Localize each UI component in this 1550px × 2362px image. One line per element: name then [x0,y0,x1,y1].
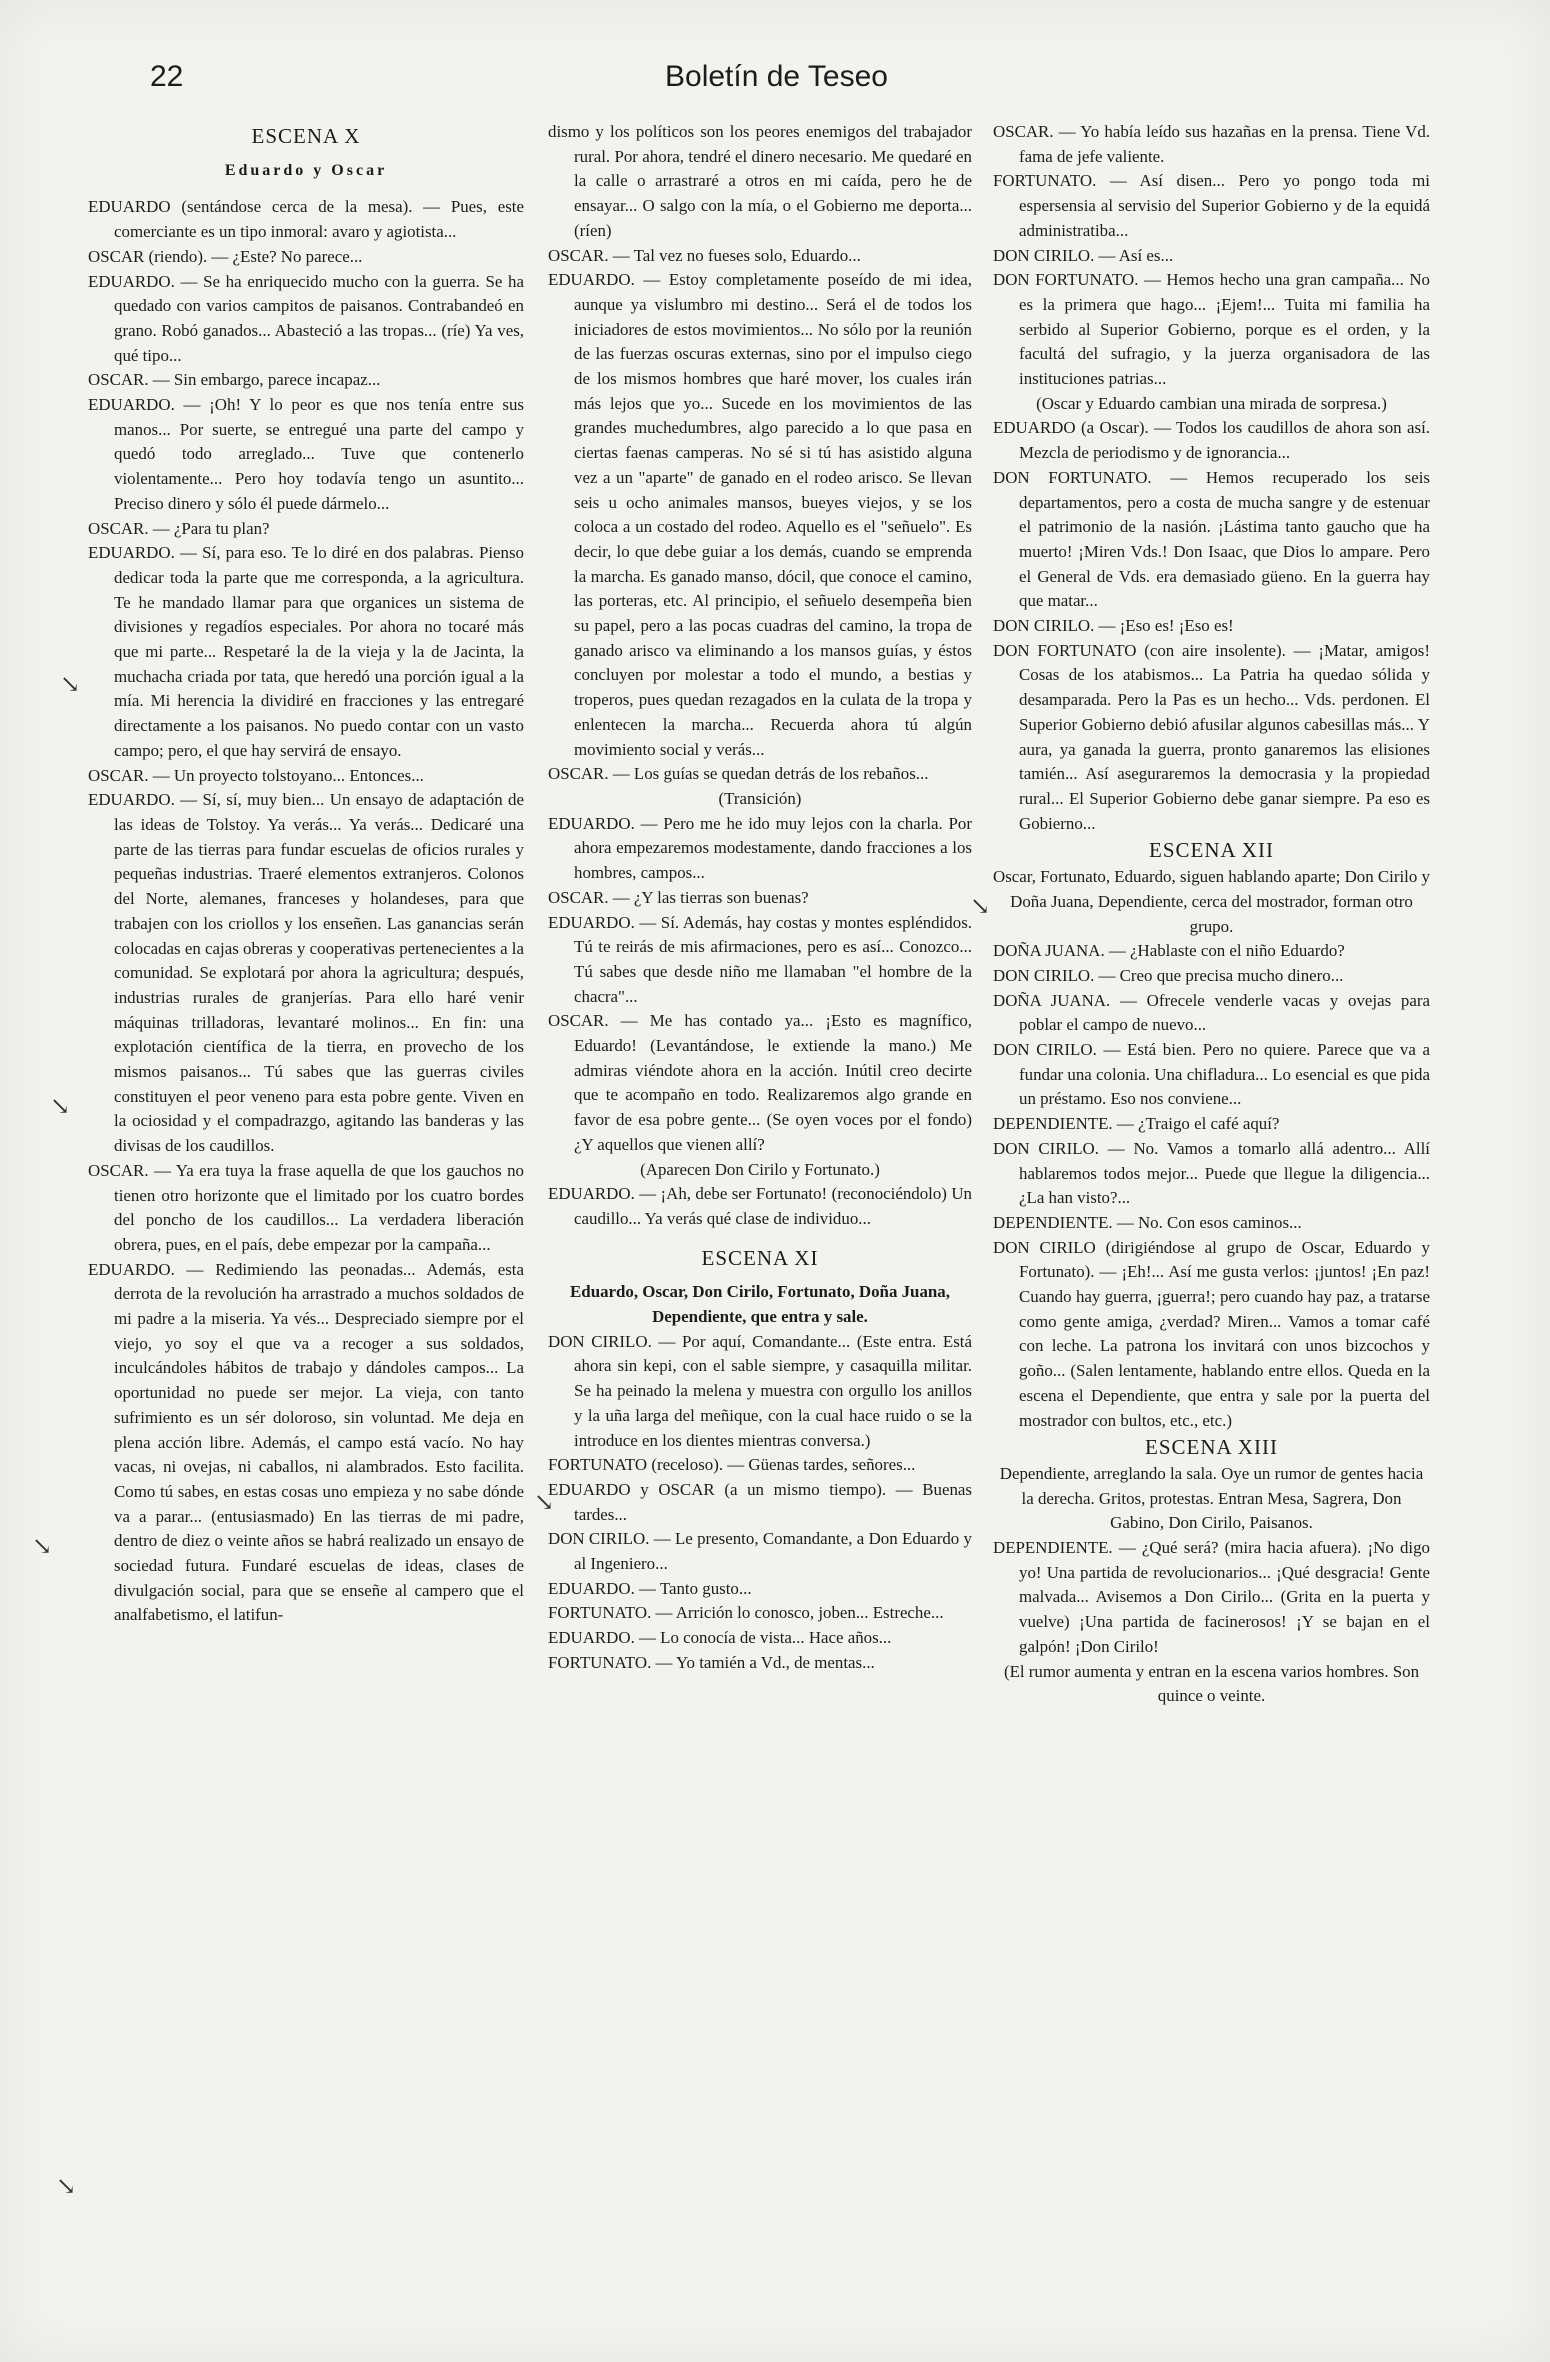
dialogue-line: EDUARDO y OSCAR (a un mismo tiempo). — Buenas tardes... [548,1479,972,1524]
dialogue-line: OSCAR. — Sin embargo, parece incapaz... [88,370,381,390]
dialogue-line: FORTUNATO. — Así disen... Pero yo pongo toda mi espersensia al servisio del Superior Gobierno y de la equidá administratiba... [993,171,1430,240]
dialogue-line: DON FORTUNATO (con aire insolente). — ¡Matar, amigos! Cosas de los atabismos... La Patria ha quedao sólida y desamparada. Pero la Pas es un hecho... Vds. perdonen. El Superior Gobierno debió afusilar algunos cabesillas más... Y aura, ya ganada la guerra, pronto ganaremos las elisiones tamién... Así aseguraremos la democrasia y la propiedad rural... El Superior Gobierno debe ganar siempre. Pa eso es Gobierno... [993,640,1430,833]
dialogue-line: EDUARDO. — Estoy completamente poseído de mi idea, aunque ya vislumbro mi destino... Será el de todos los iniciadores de estos movimientos... No sólo por la reunión de las fuerzas oscuras externas, sino por el impulso ciego de los mismos hombres que haré mover, los cuales irán más lejos que yo... Sucede en los movimientos de las grandes muchedumbres, algo parecido a lo que pasa en ciertas faenas camperas. No sé si tú has asistido alguna vez a un "aparte" de ganado en el rodeo arisco. Se llevan seis u ocho animales mansos, bueyes viejos, y se los coloca a un costado del rodeo. Aquello es el "señuelo". Es decir, lo que debe guiar a los demás, cuando se emprenda la marcha. Es ganado manso, dócil, que conoce el camino, las porteras, etc. Al principio, el señuelo desempeña bien su papel, pero a las pocas cuadras del camino, la tropa de ganado arisco va eliminando a los mansos guías, y éstos concluyen por molestar a todo el mundo, a bestias y troperos, pues quedan rezagados en la culata de la tropa y enlentecen la marcha... Recuerda ahora tú algún movimiento social y verás... [548,270,972,759]
dialogue-line: EDUARDO. — Sí, para eso. Te lo diré en dos palabras. Pienso dedicar toda la parte que me corresponda, a la agricultura. Te he mandado llamar para que organices un sistema de divisiones y regadíos especiales. Por ahora no tocaré más que mi parte... Respetaré la de la vieja y la de Jacinta, la muchacha criada por tata, que heredó una porción igual a la mía. Mi herencia la dividiré en fracciones y las entregaré directamente a los paisanos. No puedo contar con un vasto campo; pero, el que hay servirá de ensayo. [88,543,524,760]
dialogue-block [993,120,1430,836]
dialogue-line: FORTUNATO. — Yo tamién a Vd., de mentas... [548,1652,875,1672]
scene-description: Dependiente, arreglando la sala. Oye un rumor de gentes hacia la derecha. Gritos, protestas. Entran Mesa, Sagrera, Don Gabino, Don Cirilo, Paisanos. [999,1463,1424,1533]
dialogue-block [993,939,1430,1433]
dialogue-line: DEPENDIENTE. — ¿Qué será? (mira hacia afuera). ¡No digo yo! Una partida de revolucionarios... ¡Qué desgracia! Gente malvada... Avisemos a Don Cirilo... (Grita en la puerta y vuelve) ¡Una partida de facinerosos! ¡Y se bajan en el galpón! ¡Don Cirilo! [993,1538,1430,1656]
margin-annotation-mark: ↘ [56,2174,77,2200]
margin-annotation-mark: ↘ [60,672,81,698]
stage-direction: (El rumor aumenta y entran en la escena varios hombres. Son quince o veinte. [1003,1661,1420,1706]
dialogue-line: FORTUNATO. — Arrición lo conosco, joben... Estreche... [548,1603,944,1623]
dialogue-line: EDUARDO. — Redimiendo las peonadas... Además, esta derrota de la revolución ha arrastrado a muchos soldados de mi padre a la miseria. Ya vés... Despreciado siempre por el viejo, yo soy el que va a recoger a sus soldados, inculcándoles hábitos de trabajo y dándoles campos... La oportunidad no puede ser mejor. La vieja, con tanto sufrimiento es un sér doloroso, sin voluntad. Me deja en plena acción libre. Además, el campo está vacío. No hay vacas, ni ovejas, ni caballos, ni alambrados. Esto facilita. Como tú sabes, en estas cosas uno empieza y no sabe dónde va a parar... (entusiasmado) En las tierras de mi padre, dentro de diez o veinte años se habrá realizado un ensayo de sociedad futura. Fundaré escuelas de ideas, clases de divulgación social, para que se enseñe al campero que el analfabetismo, el latifun- [88,1259,524,1625]
stage-direction: (Aparecen Don Cirilo y Fortunato.) [640,1159,880,1179]
dialogue-line: FORTUNATO (receloso). — Güenas tardes, señores... [548,1455,916,1475]
dialogue-line: EDUARDO. — ¡Oh! Y lo peor es que nos tenía entre sus manos... Por suerte, se entregué una parte del campo y quedó todo arreglado... Tuve que contenerlo violentamente... Pero hoy todavía tengo un asuntito... Preciso dinero y sólo él puede dármelo... [88,395,524,513]
dialogue-line: EDUARDO. — ¡Ah, debe ser Fortunato! (reconociéndolo) Un caudillo... Ya verás qué clase de individuo... [548,1184,972,1228]
scene-title: ESCENA XII [1149,838,1274,863]
scene-subtitle: Eduardo y Oscar [224,161,388,179]
dialogue-line: OSCAR. — Ya era tuya la frase aquella de que los gauchos no tienen otro horizonte que el limitado por los cuatro bordes del poncho de los caudillos... La verdadera liberación obrera, pues, en el país, debe empezar por la campaña... [88,1160,524,1254]
column-3 [993,120,1430,2340]
dialogue-line: EDUARDO. — Sí, sí, muy bien... Un ensayo de adaptación de las ideas de Tolstoy. Ya verás... Ya verás... Dedicaré una parte de las tierras para fundar escuelas de oficios rurales y pequeñas industrias. Traeré elementos extranjeros. Colonos del Norte, alemanes, franceses y holandeses, para que trabajen con los criollos y los enseñen. Las ganancias serán colocadas en cajas obreras y cooperativas pertenecientes a la comunidad. Se explotará por ahora la agricultura; después, industrias rurales de granjerías. Para ello haré venir máquinas trilladoras, levantaré molinos... En fin: una explotación científica de la tierra, en provecho de los mismos paisanos... Tú sabes que las guerras civiles constituyen el peor veneno para esta pobre gente. Viven en la ociosidad y el compadrazgo, agitando las banderas y las divisas de los caudillos. [88,790,524,1156]
dialogue-line: OSCAR. — Me has contado ya... ¡Esto es magnífico, Eduardo! (Levantándose, le extiende la mano.) Me admiras viéndote ahora en la acción. Inútil creo decirte que te acompaño en todo. Realizaremos algo grande en favor de esa pobre gente... (Se oyen voces por el fondo) ¿Y aquellos que vienen allí? [548,1011,972,1154]
dialogue-block [88,195,524,1628]
dialogue-line: DON CIRILO. — Está bien. Pero no quiere. Parece que va a fundar una colonia. Una chifladura... Lo esencial es que pida un préstamo. Eso nos conviene... [993,1040,1430,1109]
dialogue-line: DON CIRILO. — Creo que precisa mucho dinero... [993,965,1344,985]
dialogue-line: OSCAR. — ¿Para tu plan? [88,518,270,538]
scene-title: ESCENA XIII [1145,1435,1278,1460]
dialogue-line: EDUARDO. — Se ha enriquecido mucho con la guerra. Se ha quedado con varios campitos de paisanos. Contrabandeó en grano. Robó ganados... Abasteció a las tropas... (ríe) Ya ves, qué tipo... [88,271,524,365]
dialogue-line: DON CIRILO. — Por aquí, Comandante... (Este entra. Está ahora sin kepi, con el sable siempre, y casaquilla militar. Se ha peinado la melena y muestra con orgullo los anillos y la uña larga del meñique, con la cual hace ruido o se la introduce en los dientes mientras conversa.) [548,1331,972,1450]
dialogue-block [548,120,972,1232]
dialogue-line: EDUARDO (sentándose cerca de la mesa). — Pues, este comerciante es un tipo inmoral: avaro y agiotista... [88,197,524,242]
column-1 [88,120,524,2340]
dialogue-line: DOÑA JUANA. — Ofrecele venderle vacas y ovejas para poblar el campo de nuevo... [993,990,1430,1035]
dialogue-block [993,1536,1430,1709]
dialogue-line: DEPENDIENTE. — ¿Traigo el café aquí? [993,1114,1280,1134]
scene-description: Oscar, Fortunato, Eduardo, siguen hablando aparte; Don Cirilo y Doña Juana, Dependiente, cerca del mostrador, forman otro grupo. [993,867,1430,936]
page-header [0,60,1550,110]
dialogue-line: EDUARDO. — Lo conocía de vista... Hace años... [548,1628,892,1648]
column-2 [548,120,972,2340]
dialogue-line: DON CIRILO. — ¡Eso es! ¡Eso es! [993,616,1234,636]
dialogue-line: OSCAR (riendo). — ¿Este? No parece... [88,246,363,266]
dialogue-line: DON CIRILO. — No. Vamos a tomarlo allá adentro... Allí hablaremos todos mejor... Puede que llegue la diligencia... ¿La han visto?... [993,1138,1430,1208]
journal-title: Boletín de Teseo [665,60,888,93]
margin-annotation-mark: ↘ [32,1534,53,1560]
dialogue-line: DEPENDIENTE. — No. Con esos caminos... [993,1212,1302,1232]
dialogue-line: OSCAR. — Los guías se quedan detrás de los rebaños... [548,764,929,784]
margin-annotation-mark: ↘ [50,1094,71,1120]
dialogue-line: dismo y los políticos son los peores enemigos del trabajador rural. Por ahora, tendré el dinero necesario. Me quedaré en la calle o arrastraré a otros en mi caída, pero he de ensayar... O salgo con la mía, o el Gobierno me deporta... (ríen) [548,122,972,240]
scene-title: ESCENA X [251,124,361,148]
dialogue-line: DON FORTUNATO. — Hemos hecho una gran campaña... No es la primera que hago... ¡Ejem!... Tuita mi familia ha serbido al Superior Gobierno, porque es el orden, y la facultá del sufragio, y la juerza organisadora de las instituciones patrias... [993,270,1430,389]
dialogue-line: DOÑA JUANA. — ¿Hablaste con el niño Eduardo? [993,941,1345,961]
page-number: 22 [150,60,184,93]
dialogue-line: DON CIRILO. — Así es... [993,245,1174,265]
dialogue-line: OSCAR. — Un proyecto tolstoyano... Entonces... [88,765,424,785]
margin-annotation-mark: ↘ [534,1490,555,1516]
stage-direction: (Oscar y Eduardo cambian una mirada de sorpresa.) [1036,393,1387,413]
dialogue-line: EDUARDO. — Pero me he ido muy lejos con la charla. Por ahora empezaremos modestamente, dando fracciones a los hombres, campos... [548,813,972,883]
dialogue-line: EDUARDO (a Oscar). — Todos los caudillos de ahora son así. Mezcla de periodismo y de ignorancia... [993,418,1430,463]
scene-title: ESCENA XI [701,1245,819,1270]
dialogue-line: DON FORTUNATO. — Hemos recuperado los seis departamentos, pero a costa de mucha sangre y de estenuar el patrimonio de la nasión. ¡Lástima tanto gaucho que ha muerto! ¡Miren Vds.! Don Isaac, que Dios lo ampare. Pero el General de Vds. era demasiado güeno. En la guerra hay que matar... [993,467,1430,611]
dialogue-line: DON CIRILO (dirigiéndose al grupo de Oscar, Eduardo y Fortunato). — ¡Eh!... Así me gusta verlos: ¡juntos! ¡En paz! Cuando hay guerra, ¡guerra!; pero cuando hay paz, a tratarse como gente amiga, ¿verdad? Miren... Vamos a tomar café con leche. La patrona los invitará con unos bizcochos y goño... (Salen lentamente, hablando entre ellos. Queda en la escena el Dependiente, que entra y sale por la puerta del mostrador con bultos, etc., etc.) [993,1237,1430,1430]
scene-description: Eduardo, Oscar, Don Cirilo, Fortunato, Doña Juana, Dependiente, que entra y sale. [570,1282,950,1327]
dialogue-line: OSCAR. — Tal vez no fueses solo, Eduardo... [548,245,861,265]
dialogue-line: OSCAR. — ¿Y las tierras son buenas? [548,887,809,907]
dialogue-line: EDUARDO. — Tanto gusto... [548,1578,752,1598]
dialogue-line: OSCAR. — Yo había leído sus hazañas en la prensa. Tiene Vd. fama de jefe valiente. [993,122,1430,166]
dialogue-line: EDUARDO. — Sí. Además, hay costas y montes espléndidos. Tú te reirás de mis afirmaciones, pero es así... Conozco... Tú sabes que desde niño me llamaban "el hombre de la chacra"... [548,912,972,1006]
margin-annotation-mark: ↘ [970,894,991,920]
dialogue-block [548,1330,972,1676]
dialogue-line: DON CIRILO. — Le presento, Comandante, a Don Eduardo y al Ingeniero... [548,1529,972,1574]
stage-direction: (Transición) [718,788,802,808]
